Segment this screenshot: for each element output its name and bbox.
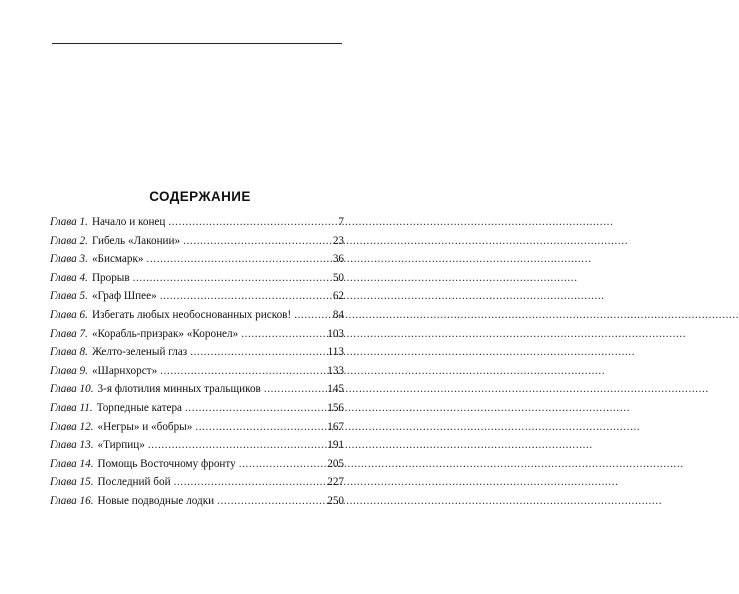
- page-number: 7: [338, 216, 344, 228]
- chapter-title: Торпедные катера: [96, 401, 183, 414]
- toc-entry[interactable]: [50, 399, 344, 418]
- chapter-number: Глава 2.: [50, 234, 88, 247]
- page-number: 227: [327, 476, 344, 489]
- chapter-title: 3-я флотилия минных тральщиков: [97, 383, 261, 396]
- chapter-title: «Шарнхорст»: [91, 364, 158, 377]
- dot-leader: [133, 269, 330, 288]
- dot-leader: [148, 436, 324, 455]
- table-of-contents: [50, 213, 344, 511]
- dot-leader: [294, 306, 330, 325]
- chapter-title: «Бисмарк»: [91, 253, 144, 266]
- chapter-title: Помощь Восточному фронту: [97, 457, 236, 470]
- dot-leader: [264, 380, 324, 399]
- dot-leader: [239, 455, 324, 474]
- page-number: 167: [327, 420, 344, 433]
- page-number: 84: [332, 308, 344, 321]
- page-number: 250: [327, 494, 344, 507]
- dot-leader: [160, 287, 330, 306]
- page-number: 103: [327, 327, 344, 340]
- dot-leader: [190, 343, 324, 362]
- page-number: 23: [332, 234, 344, 247]
- chapter-number: Глава 3.: [50, 253, 88, 266]
- chapter-title: Прорыв: [91, 271, 130, 284]
- top-rule: [52, 43, 342, 44]
- chapter-number: Глава 12.: [50, 420, 94, 433]
- chapter-number: Глава 6.: [50, 308, 88, 321]
- chapter-number: Глава 9.: [50, 364, 88, 377]
- dot-leader: [241, 325, 324, 344]
- toc-entry[interactable]: [50, 306, 344, 325]
- page-number: 113: [327, 346, 344, 359]
- dot-leader: [183, 232, 330, 251]
- page-number: 156: [327, 401, 344, 414]
- chapter-number: Глава 10.: [50, 383, 94, 396]
- toc-entry[interactable]: [50, 436, 344, 455]
- toc-entry[interactable]: [50, 250, 344, 269]
- chapter-title: Избегать любых необоснованных рисков!: [91, 308, 292, 321]
- toc-entry[interactable]: [50, 455, 344, 474]
- page-number: 145: [327, 383, 344, 396]
- chapter-number: Глава 5.: [50, 290, 88, 303]
- chapter-number: Глава 8.: [50, 346, 88, 359]
- page-number: 50: [332, 271, 344, 284]
- dot-leader: [217, 492, 324, 511]
- chapter-number: Глава 7.: [50, 327, 88, 340]
- chapter-title: «Негры» и «бобры»: [97, 420, 193, 433]
- page-number: 205: [327, 457, 344, 470]
- dot-leader: [195, 418, 324, 437]
- dot-leader: [185, 399, 324, 418]
- page-number: 36: [332, 253, 344, 266]
- chapter-number: Глава 14.: [50, 457, 94, 470]
- toc-entry[interactable]: [50, 213, 344, 232]
- toc-entry[interactable]: [50, 473, 344, 492]
- dot-leader: [160, 362, 324, 381]
- toc-entry[interactable]: [50, 418, 344, 437]
- toc-entry[interactable]: [50, 492, 344, 511]
- chapter-number: Глава 15.: [50, 476, 94, 489]
- chapter-title: «Граф Шпее»: [91, 290, 157, 303]
- chapter-title: Гибель «Лаконии»: [91, 234, 181, 247]
- toc-entry[interactable]: [50, 362, 344, 381]
- chapter-title: «Тирпиц»: [97, 439, 145, 452]
- chapter-title: Последний бой: [97, 476, 171, 489]
- dot-leader: [147, 250, 330, 269]
- chapter-number: Глава 16.: [50, 494, 94, 507]
- chapter-number: Глава 13.: [50, 439, 94, 452]
- page-number: 191: [327, 439, 344, 452]
- toc-entry[interactable]: [50, 380, 344, 399]
- dot-leader: [168, 213, 335, 232]
- chapter-title: Начало и конец: [91, 216, 166, 228]
- chapter-number: Глава 1.: [50, 216, 88, 228]
- toc-entry[interactable]: [50, 325, 344, 344]
- toc-entry[interactable]: [50, 287, 344, 306]
- page-number: 133: [327, 364, 344, 377]
- chapter-number: Глава 4.: [50, 271, 88, 284]
- chapter-title: «Корабль-призрак» «Коронел»: [91, 327, 239, 340]
- chapter-number: Глава 11.: [50, 401, 93, 414]
- toc-entry[interactable]: [50, 232, 344, 251]
- page-number: 62: [332, 290, 344, 303]
- chapter-title: Желто-зеленый глаз: [91, 346, 188, 359]
- toc-heading: СОДЕРЖАНИЕ: [149, 189, 251, 204]
- chapter-title: Новые подводные лодки: [97, 494, 215, 507]
- toc-entry[interactable]: [50, 343, 344, 362]
- toc-entry[interactable]: [50, 269, 344, 288]
- dot-leader: [174, 473, 325, 492]
